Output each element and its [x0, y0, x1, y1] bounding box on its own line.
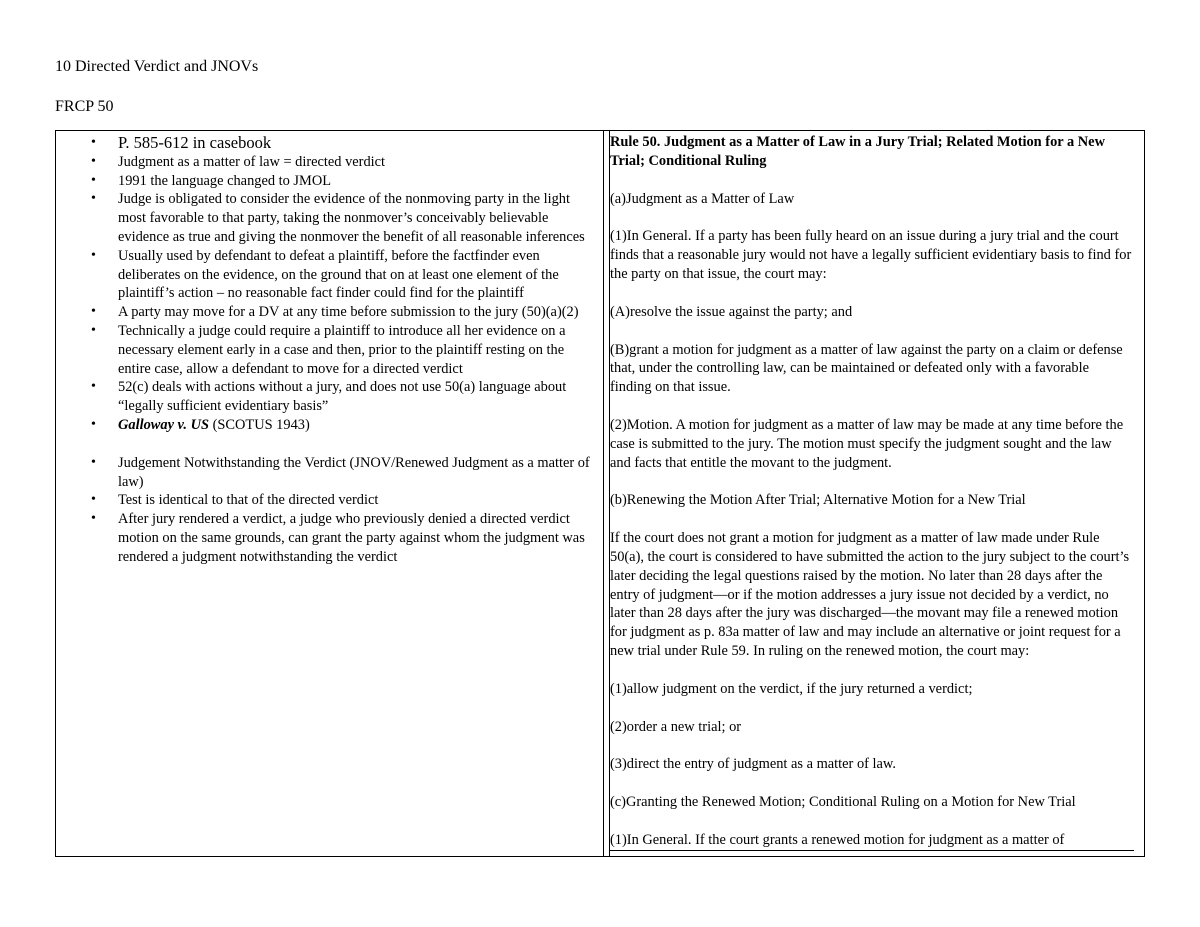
rule-paragraph: (c)Granting the Renewed Motion; Conditional Ruling on a Motion for New Trial [610, 794, 1076, 811]
bullet-glyph: • [91, 416, 96, 432]
rule-paragraph: (b)Renewing the Motion After Trial; Alternative Motion for a New Trial [610, 492, 1026, 509]
document-subtitle: FRCP 50 [55, 98, 114, 115]
rule-paragraph: (1)allow judgment on the verdict, if the jury returned a verdict; [610, 680, 973, 697]
rule-paragraph: (B)grant a motion for judgment as a matter of law against the party on a claim or defense that, under the controlling law, can be maintained or defeated only with a favorable finding on that issue. [610, 341, 1123, 396]
rule-paragraph: (2)order a new trial; or [610, 718, 742, 735]
bullet-item [91, 454, 597, 492]
bullet-glyph: • [91, 322, 96, 338]
rule-paragraph: (A)resolve the issue against the party; and [610, 303, 853, 320]
bullet-text: 1991 the language changed to JMOL [118, 172, 332, 189]
bullet-glyph: • [91, 492, 96, 508]
bullet-item [91, 378, 597, 416]
bullet-glyph: • [91, 511, 96, 527]
bullet-text: Usually used by defendant to defeat a plaintiff, before the factfinder even deliberates on the evidence, on the ground that on at least one element of the plaintiff’s action – no reasonable fact finder could find for the plaintiff [118, 247, 559, 302]
bullet-item [91, 303, 597, 322]
rule-paragraph: (1)In General. If a party has been fully heard on an issue during a jury trial and the court finds that a reasonable jury would not have a legally sufficient evidentiary basis to find for the party on that issue, the court may: [610, 228, 1132, 282]
case-name: Galloway v. US [118, 416, 210, 433]
bullet-glyph: • [91, 304, 96, 320]
notes-column [56, 131, 604, 856]
bullet-glyph: • [91, 135, 96, 150]
notes-table [55, 130, 1145, 857]
bullet-text: Judgement Notwithstanding the Verdict (JNOV/Renewed Judgment as a matter of law) [118, 454, 590, 490]
bullet-text: After jury rendered a verdict, a judge who previously denied a directed verdict motion on the same grounds, can grant the party against whom the judgment was rendered a judgment notwithstanding the verdict [118, 511, 585, 565]
bullet-item [91, 190, 597, 246]
case-citation: (SCOTUS 1943) [209, 416, 310, 433]
bullet-text: Judge is obligated to consider the evidence of the nonmoving party in the light most favorable to that party, taking the nonmover’s conceivably believable evidence as true and giving the nonmover the benefit of all reasonable inferences [118, 191, 585, 245]
bullet-item [91, 172, 597, 191]
rule-title: Rule 50. Judgment as a Matter of Law in a Jury Trial; Related Motion for a New Trial; Conditional Ruling [610, 134, 1105, 169]
bullet-glyph: • [91, 153, 96, 169]
rule-paragraph: (2)Motion. A motion for judgment as a matter of law may be made at any time before the case is submitted to the jury. The motion must specify the judgment sought and the law and facts that entitle the movant to the judgment. [610, 416, 1124, 471]
bullet-item-case [91, 416, 597, 435]
bullet-glyph: • [91, 172, 96, 188]
rule-column [609, 131, 1144, 856]
bullet-item [91, 322, 597, 378]
bullet-item [91, 247, 597, 303]
bullet-item [91, 491, 597, 510]
bullet-text: A party may move for a DV at any time before submission to the jury (50)(a)(2) [118, 304, 579, 321]
rule-paragraph: (a)Judgment as a Matter of Law [610, 190, 795, 207]
bullet-item [91, 510, 597, 566]
bullet-glyph: • [91, 191, 96, 207]
bullet-glyph: • [91, 379, 96, 395]
document-title: 10 Directed Verdict and JNOVs [55, 58, 259, 75]
bullet-item [91, 133, 597, 153]
bullet-text: Judgment as a matter of law = directed verdict [118, 153, 386, 170]
bullet-item [91, 153, 597, 172]
notes-bullet-list [56, 131, 603, 567]
bullet-text: Technically a judge could require a plaintiff to introduce all her evidence on a necessary element early in a case and then, prior to the plaintiff resting on the entire case, allow a defendant to move for a directed verdict [118, 322, 566, 377]
bullet-glyph: • [91, 454, 96, 470]
bullet-text: 52(c) deals with actions without a jury, and does not use 50(a) language about “legally sufficient evidentiary basis” [118, 379, 567, 415]
rule-paragraph: (1)In General. If the court grants a renewed motion for judgment as a matter of [610, 831, 1134, 851]
bullet-glyph: • [91, 247, 96, 263]
bullet-text: Test is identical to that of the directed verdict [118, 492, 379, 509]
rule-paragraph: If the court does not grant a motion for judgment as a matter of law made under Rule 50(a), the court is considered to have submitted the action to the jury subject to the court’s later deciding the legal questions raised by the motion. No later than 28 days after the entry of judgment—or if the motion addresses a jury issue not decided by a verdict, no later than 28 days after the jury was discharged—the movant may file a renewed motion for judgment as p. 83a matter of law and may include an alternative or joint request for a new trial under Rule 59. In ruling on the renewed motion, the court may: [610, 530, 1130, 659]
bullet-text: P. 585-612 in casebook [118, 133, 272, 152]
rule-paragraph: (3)direct the entry of judgment as a matter of law. [610, 756, 896, 773]
